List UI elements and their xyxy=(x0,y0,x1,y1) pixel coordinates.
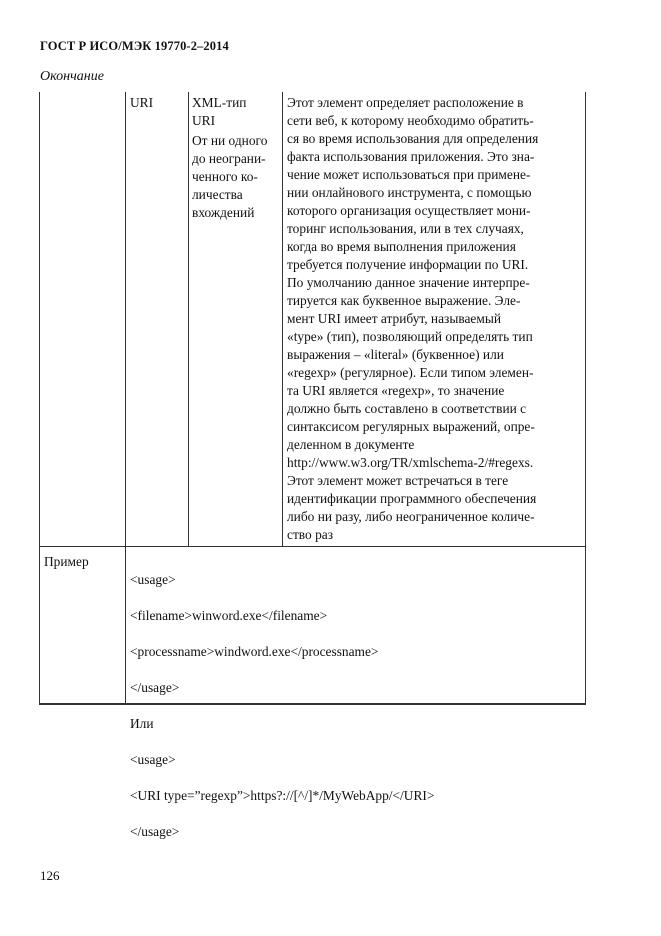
example-line: <URI type=”regexp”>https?://[^/]*/MyWebApp/</URI> xyxy=(130,788,435,803)
example-line: <filename>winword.exe</filename> xyxy=(130,608,328,623)
table-border-right xyxy=(585,92,586,705)
table-divider-2 xyxy=(188,92,189,546)
cell-element-name: URI xyxy=(130,95,154,110)
example-line: Или xyxy=(130,716,154,731)
table-continuation-label: Окончание xyxy=(40,69,104,84)
example-line: </usage> xyxy=(130,680,180,695)
cell-description: Этот элемент определяет расположение в сети веб, к которому необходимо обратить- ся во время использования для определения факта использования приложения. Это зна- чение может использоваться при примене- нии онлайнового инструмента, с помощью которого организация осуществляет мони- торинг использования, или в тех случаях, когда во время выполнения приложения требуется получение информации по URI. По умолчанию данное значение интерпре- тируется как буквенное выражение. Эле- мент URI имеет атрибут, называемый «type» (тип), позволяющий определять тип выражения – «literal» (буквенное) или «regexp» (регулярное). Если типом элемен- та URI является «regexp», то значение должно быть составлено в соответствии с синтаксисом регулярных выражений, опре- деленном в документе http://www.w3.org/TR/xmlschema-2/#regexs. Этот элемент может встречаться в теге идентификации программного обеспечения либо ни разу, либо неограниченное количе- ство раз xyxy=(287,95,539,542)
example-label: Пример xyxy=(44,554,89,569)
page-number: 126 xyxy=(40,868,60,883)
document-header: ГОСТ Р ИСО/МЭК 19770-2–2014 xyxy=(40,39,229,53)
example-line: </usage> xyxy=(130,824,180,839)
example-line: <usage> xyxy=(130,752,176,767)
example-code xyxy=(130,553,580,859)
example-line: <processname>windword.exe</processname> xyxy=(130,644,379,659)
example-line: <usage> xyxy=(130,572,176,587)
cell-element-type: XML-тип URI xyxy=(192,95,247,128)
cell-cardinality: От ни одного до неограни- ченного ко- личества вхождений xyxy=(192,133,268,220)
element-table xyxy=(39,92,586,839)
table-divider-1 xyxy=(125,92,126,705)
row-separator xyxy=(39,546,586,547)
table-border-left xyxy=(39,92,40,705)
